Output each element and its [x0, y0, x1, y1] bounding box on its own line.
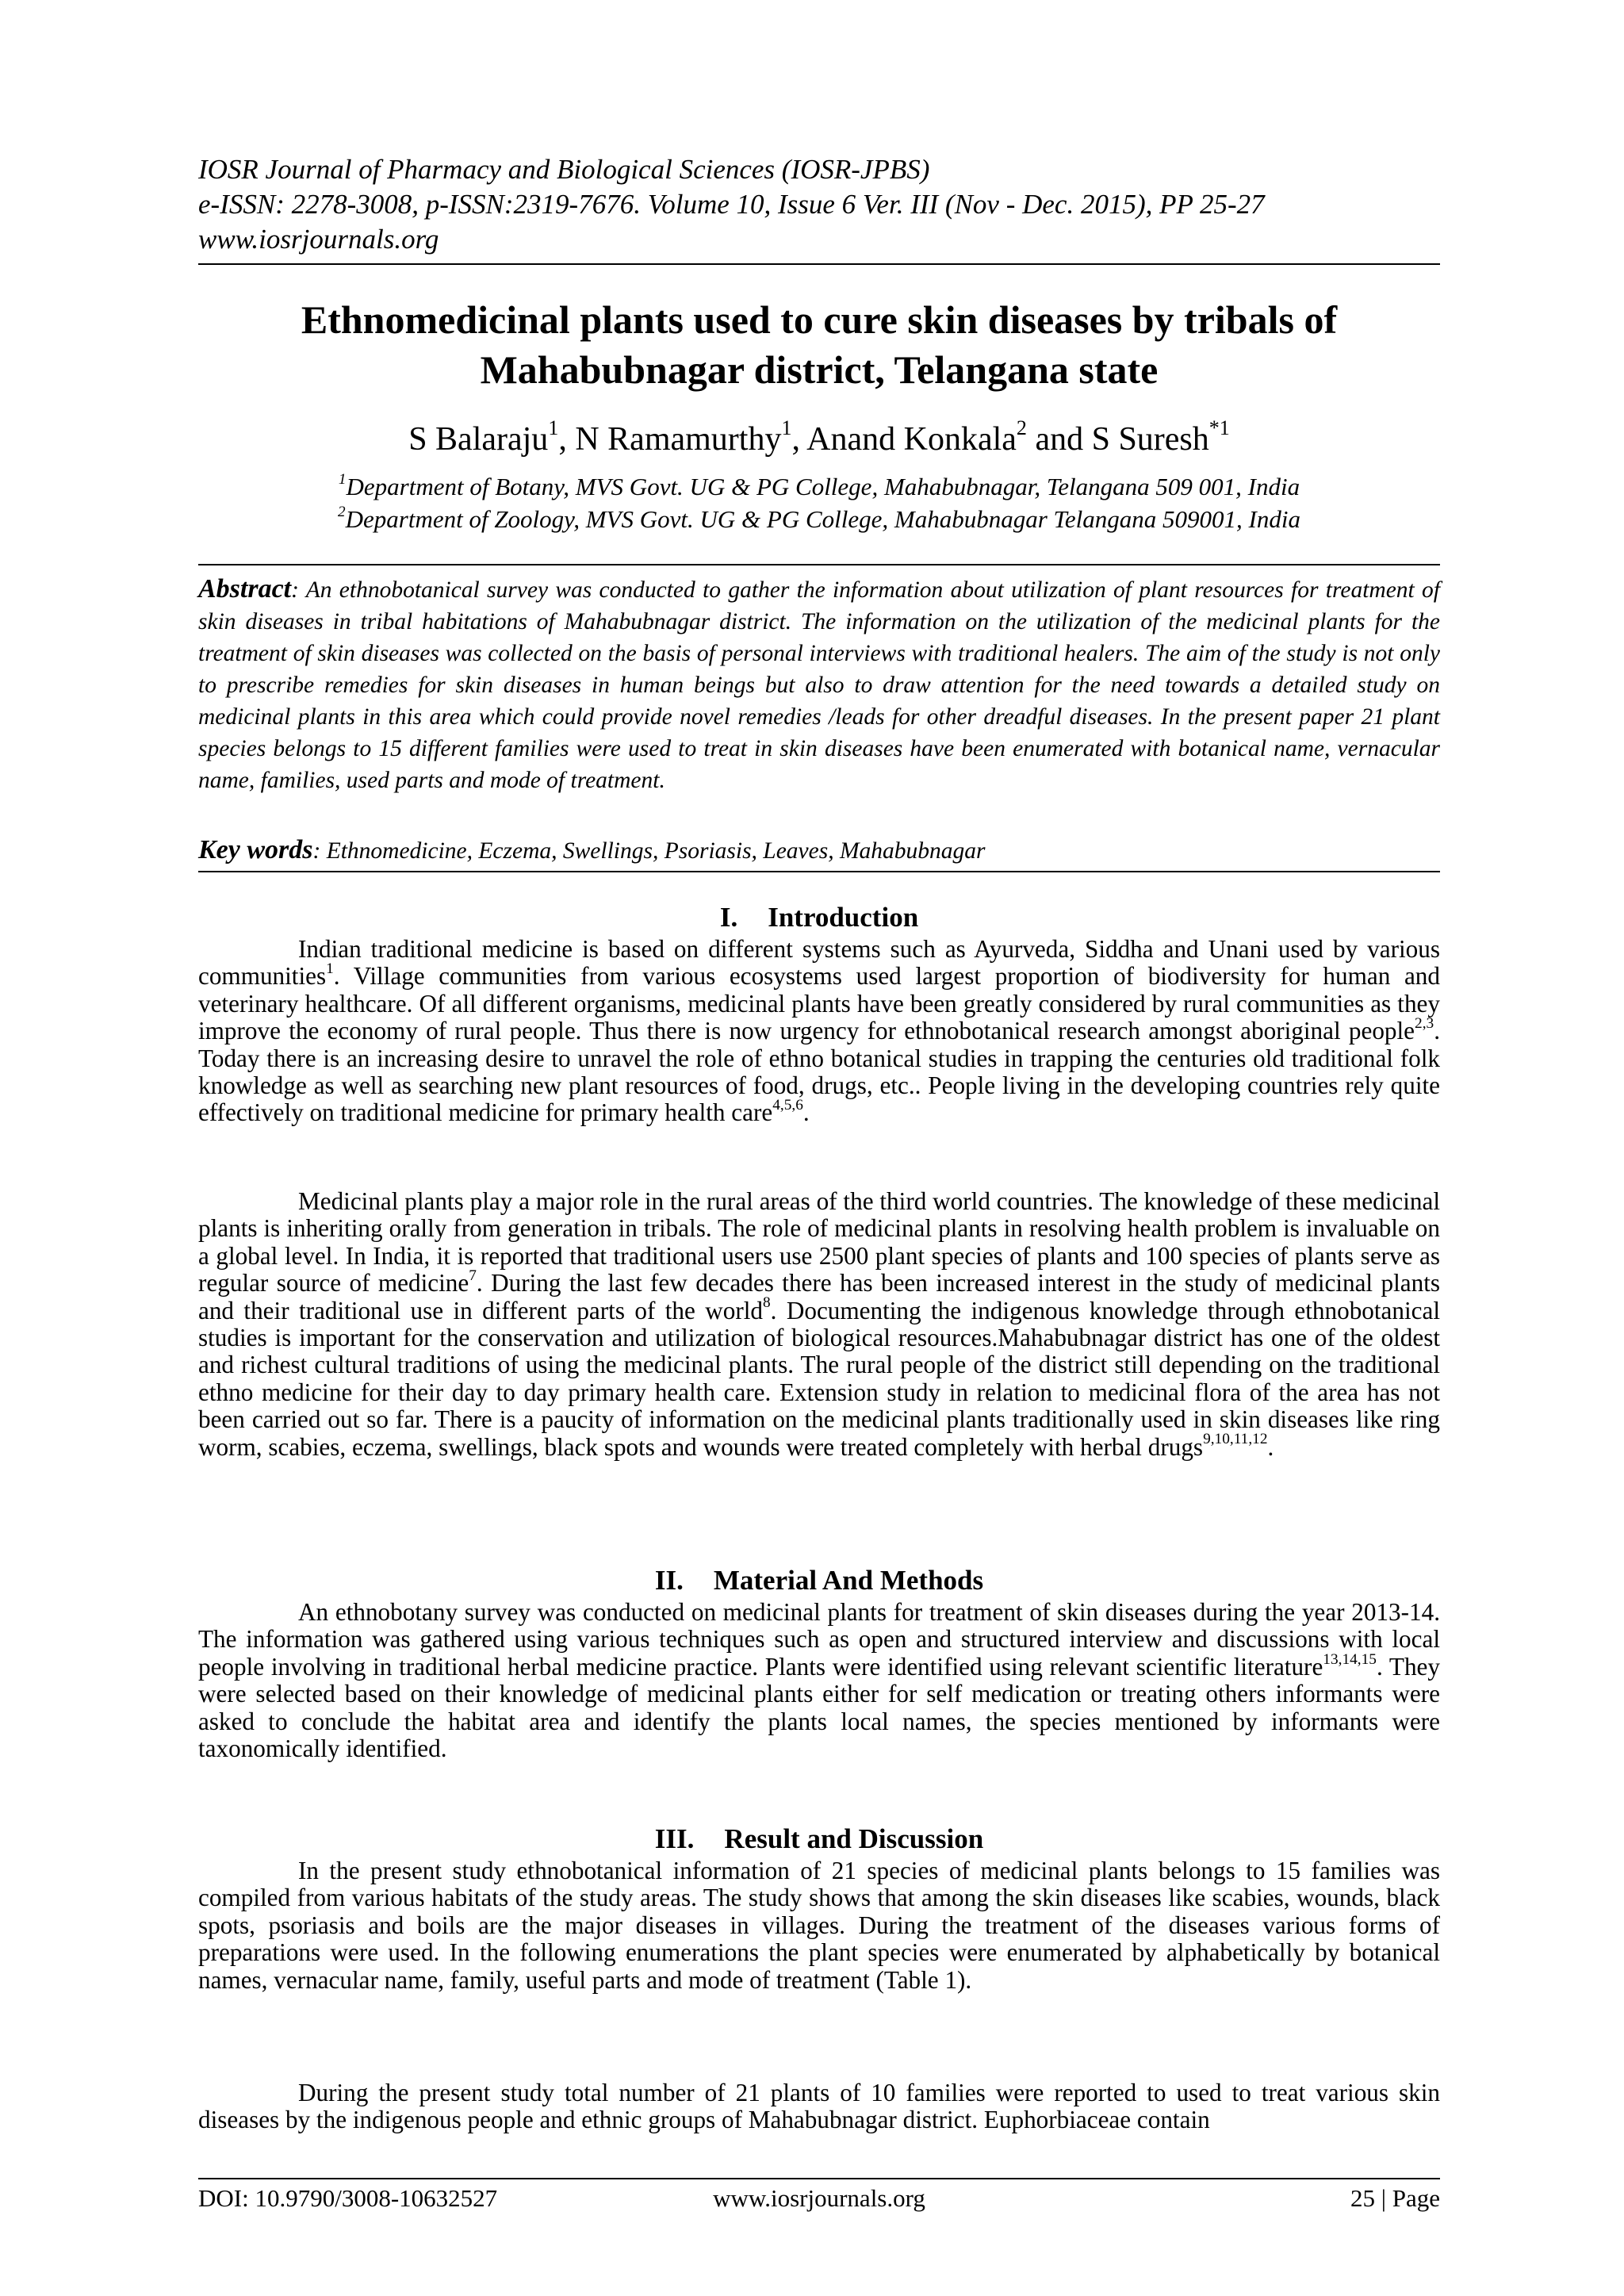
results-paragraph-1: [198, 1857, 1440, 1994]
citation-mark: 7: [469, 1267, 477, 1284]
text-run: . Today there is an increasing desire to unravel the role of ethno botanical studies in trapping the centuries old traditional folk knowledge as well as searching new plant resources of food, drugs, etc.. People living in the developing countries rely quite effectively on traditional medicine for primary health care: [198, 1017, 1440, 1127]
title-line-2: Mahabubnagar district, Telangana state: [480, 347, 1159, 392]
section-heading-results: [198, 1823, 1440, 1856]
abstract-bottom-rule: [198, 871, 1440, 872]
citation-mark: 1: [326, 960, 334, 978]
text-run: Medicinal plants play a major role in the rural areas of the third world countries. The knowledge of these medicinal plants is inheriting orally from generation in tribals. The role of medicinal plants in resolving health problem is invaluable on a global level. In India, it is reported that traditional users use 2500 plant species of plants and 100 species of plants serve as regular source of medicine: [198, 1187, 1440, 1297]
author-name: , Anand Konkala: [791, 421, 1017, 458]
text-run: During the present study total number of 21 plants of 10 families were reported to used to treat various skin diseases by the indigenous people and ethnic groups of Mahabubnagar district. Euphorbiaceae contain: [198, 2079, 1440, 2134]
header-rule: [198, 263, 1440, 265]
section-number: III.: [654, 1823, 695, 1854]
affiliation-text: Department of Zoology, MVS Govt. UG & PG College, Mahabubnagar Telangana 509001, India: [345, 505, 1300, 533]
footer-rule: [198, 2178, 1440, 2179]
keywords-label: Key words: [198, 835, 313, 864]
journal-header: [198, 152, 1440, 257]
affiliation-1: [198, 472, 1440, 502]
journal-name: IOSR Journal of Pharmacy and Biological Sciences (IOSR-JPBS): [198, 154, 930, 185]
text-run: . They were selected based on their knowledge of medicinal plants either for self medication or treating others informants were asked to conclude the habitat area and identify the plants local names, the species mentioned by informants were taxonomically identified.: [198, 1652, 1440, 1763]
abstract-top-rule: [198, 564, 1440, 565]
results-paragraph-2: [198, 2079, 1440, 2134]
section-number: I.: [719, 902, 738, 933]
abstract: [198, 573, 1440, 796]
text-run: .: [802, 1098, 810, 1127]
affiliation-text: Department of Botany, MVS Govt. UG & PG College, Mahabubnagar, Telangana 509 001, India: [346, 473, 1300, 500]
text-run: Indian traditional medicine is based on different systems such as Ayurveda, Siddha and Unani used by various communities: [198, 935, 1440, 991]
journal-website: www.iosrjournals.org: [198, 224, 439, 255]
author-affiliation-mark: 1: [548, 416, 559, 440]
issn-line: e-ISSN: 2278-3008, p-ISSN:2319-7676. Volume 10, Issue 6 Ver. III (Nov - Dec. 2015), PP 25-27: [198, 189, 1265, 220]
affiliation-2: [198, 504, 1440, 535]
section-number: II.: [654, 1565, 684, 1596]
affiliation-mark: 2: [338, 503, 346, 520]
author-affiliation-mark: *1: [1208, 416, 1230, 440]
section-title: Introduction: [768, 902, 919, 933]
footer-doi: DOI: 10.9790/3008-10632527: [198, 2184, 498, 2212]
paper-title: [198, 295, 1440, 395]
section-heading-methods: [198, 1564, 1440, 1597]
text-run: In the present study ethnobotanical information of 21 species of medicinal plants belongs to 15 families was compiled from various habitats of the study areas. The study shows that among the skin diseases like scabies, wounds, black spots, psoriasis and boils are the major diseases in villages. During the treatment of the diseases various forms of preparations were used. In the following enumerations the plant species were enumerated by alphabetically by botanical names, vernacular name, family, useful parts and mode of treatment (Table 1).: [198, 1857, 1440, 1994]
keywords: [198, 834, 1440, 867]
section-title: Material And Methods: [713, 1565, 984, 1596]
text-run: . Village communities from various ecosystems used largest proportion of biodiversity for human and veterinary healthcare. Of all different organisms, medicinal plants have been greatly considered by rural communities as they improve the economy of rural people. Thus there is now urgency for ethnobotanical research amongst aboriginal people: [198, 962, 1440, 1045]
keywords-text: : Ethnomedicine, Eczema, Swellings, Psoriasis, Leaves, Mahabubnagar: [312, 838, 986, 864]
section-title: Result and Discussion: [724, 1823, 984, 1854]
author-affiliation-mark: 2: [1016, 416, 1027, 440]
citation-mark: 9,10,11,12: [1203, 1431, 1268, 1448]
citation-mark: 2,3: [1415, 1014, 1434, 1032]
author-affiliation-mark: 1: [781, 416, 792, 440]
author-name: S Balaraju: [408, 421, 549, 458]
text-run: . During the last few decades there has been increased interest in the study of medicinal plants and their traditional use in different parts of the world: [198, 1269, 1440, 1324]
page-footer: [198, 2183, 1440, 2217]
citation-mark: 8: [762, 1294, 771, 1312]
author-name: , N Ramamurthy: [558, 421, 782, 458]
abstract-text: : An ethnobotanical survey was conducted to gather the information about utilization of plant resources for treatment of skin diseases in tribal habitations of Mahabubnagar district. The information on the utilization of the medicinal plants for the treatment of skin diseases was collected on the basis of personal interviews with traditional healers. The aim of the study is not only to prescribe remedies for skin diseases in human beings but also to draw attention for the need towards a detailed study on medicinal plants in this area which could provide novel remedies /leads for other dreadful diseases. In the present paper 21 plant species belongs to 15 different families were used to treat in skin diseases have been enumerated with botanical name, vernacular name, families, used parts and mode of treatment.: [198, 577, 1440, 793]
affiliation-mark: 1: [338, 470, 347, 488]
methods-paragraph: [198, 1599, 1440, 1762]
text-run: .: [1267, 1432, 1274, 1461]
author-list: [198, 416, 1440, 458]
intro-paragraph-1: [198, 936, 1440, 1127]
citation-mark: 13,14,15: [1323, 1650, 1377, 1668]
abstract-label: Abstract: [198, 574, 292, 604]
text-run: . Documenting the indigenous knowledge through ethnobotanical studies is important for the conservation and utilization of biological resources.Mahabubnagar district has one of the oldest and richest cultural traditions of using the medicinal plants. The rural people of the district still depending on the traditional ethno medicine for their day to day primary health care. Extension study in relation to medicinal flora of the area has not been carried out so far. There is a paucity of information on the medicinal plants traditionally used in skin diseases like ring worm, scabies, eczema, swellings, black spots and wounds were treated completely with herbal drugs: [198, 1296, 1440, 1461]
footer-page-number: 25 | Page: [1350, 2184, 1440, 2212]
text-run: An ethnobotany survey was conducted on medicinal plants for treatment of skin diseases during the year 2013-14. The information was gathered using various techniques such as open and structured interview and discussions with local people involving in traditional herbal medicine practice. Plants were identified using relevant scientific literature: [198, 1598, 1440, 1681]
author-name: and S Suresh: [1026, 421, 1209, 458]
title-line-1: Ethnomedicinal plants used to cure skin diseases by tribals of: [301, 297, 1338, 342]
intro-paragraph-2: [198, 1188, 1440, 1461]
footer-website: www.iosrjournals.org: [713, 2184, 925, 2212]
citation-mark: 4,5,6: [772, 1097, 803, 1114]
section-heading-introduction: [198, 901, 1440, 934]
